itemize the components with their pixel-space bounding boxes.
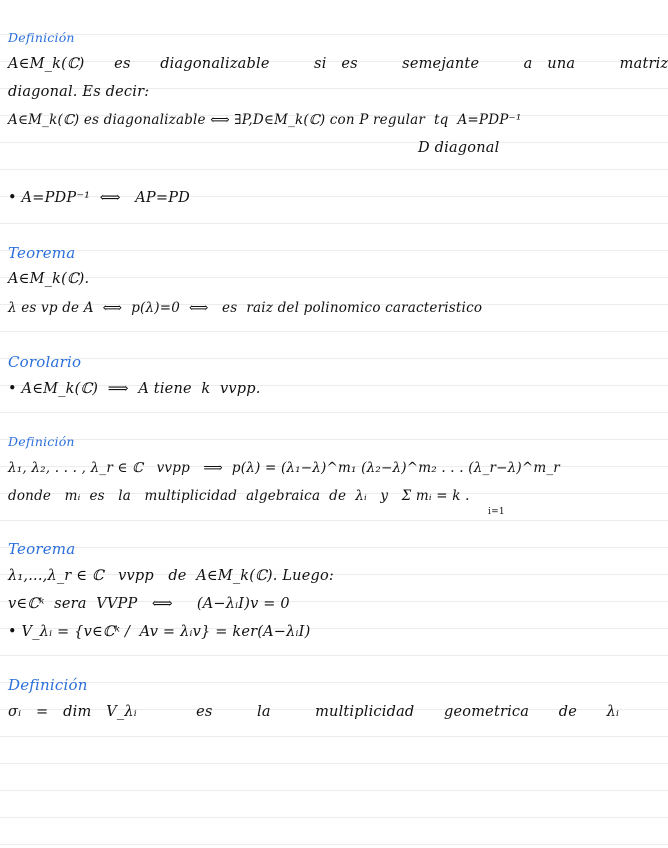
text-line: diagonal. Es decir: [8, 84, 150, 100]
section-heading: Definición [8, 434, 75, 449]
text-line: A∈M_k(ℂ). [8, 271, 90, 287]
sum-index-label: i=1 [488, 507, 505, 517]
section-heading: Definición [8, 676, 88, 694]
text-line: • V_λᵢ = {v∈ℂᵏ / Av = λᵢv} = ker(A−λᵢI) [8, 624, 311, 640]
section-heading: Definición [8, 30, 75, 45]
text-line: donde mᵢ es la multiplicidad algebraica de λᵢ y Σ mᵢ = k . [8, 488, 470, 504]
text-line: A∈M_k(ℂ) es diagonalizable ⟺ ∃P,D∈M_k(ℂ) con P regular tq A=PDP⁻¹ [8, 112, 522, 128]
text-line: A∈M_k(ℂ) es diagonalizable si es semejante a una matriz [8, 56, 668, 72]
text-line: • A∈M_k(ℂ) ⟹ A tiene k vvpp. [8, 381, 261, 397]
text-line: v∈ℂᵏ sera VVPP ⟺ (A−λᵢI)v = 0 [8, 596, 290, 612]
text-line: • A=PDP⁻¹ ⟺ AP=PD [8, 190, 190, 206]
section-heading: Corolario [8, 353, 82, 371]
text-line: λ es vp de A ⟺ p(λ)=0 ⟺ es raiz del polinomico caracteristico [8, 300, 483, 316]
text-line: λ₁,...,λ_r ∈ ℂ vvpp de A∈M_k(ℂ). Luego: [8, 568, 335, 584]
text-line: σᵢ = dim V_λᵢ es la multiplicidad geometrica de λᵢ [8, 704, 620, 720]
section-heading: Teorema [8, 244, 76, 262]
section-heading: Teorema [8, 540, 76, 558]
text-line: D diagonal [418, 140, 500, 156]
text-line: λ₁, λ₂, . . . , λ_r ∈ ℂ vvpp ⟹ p(λ) = (λ₁−λ)^m₁ (λ₂−λ)^m₂ . . . (λ_r−λ)^m_r [8, 460, 560, 476]
